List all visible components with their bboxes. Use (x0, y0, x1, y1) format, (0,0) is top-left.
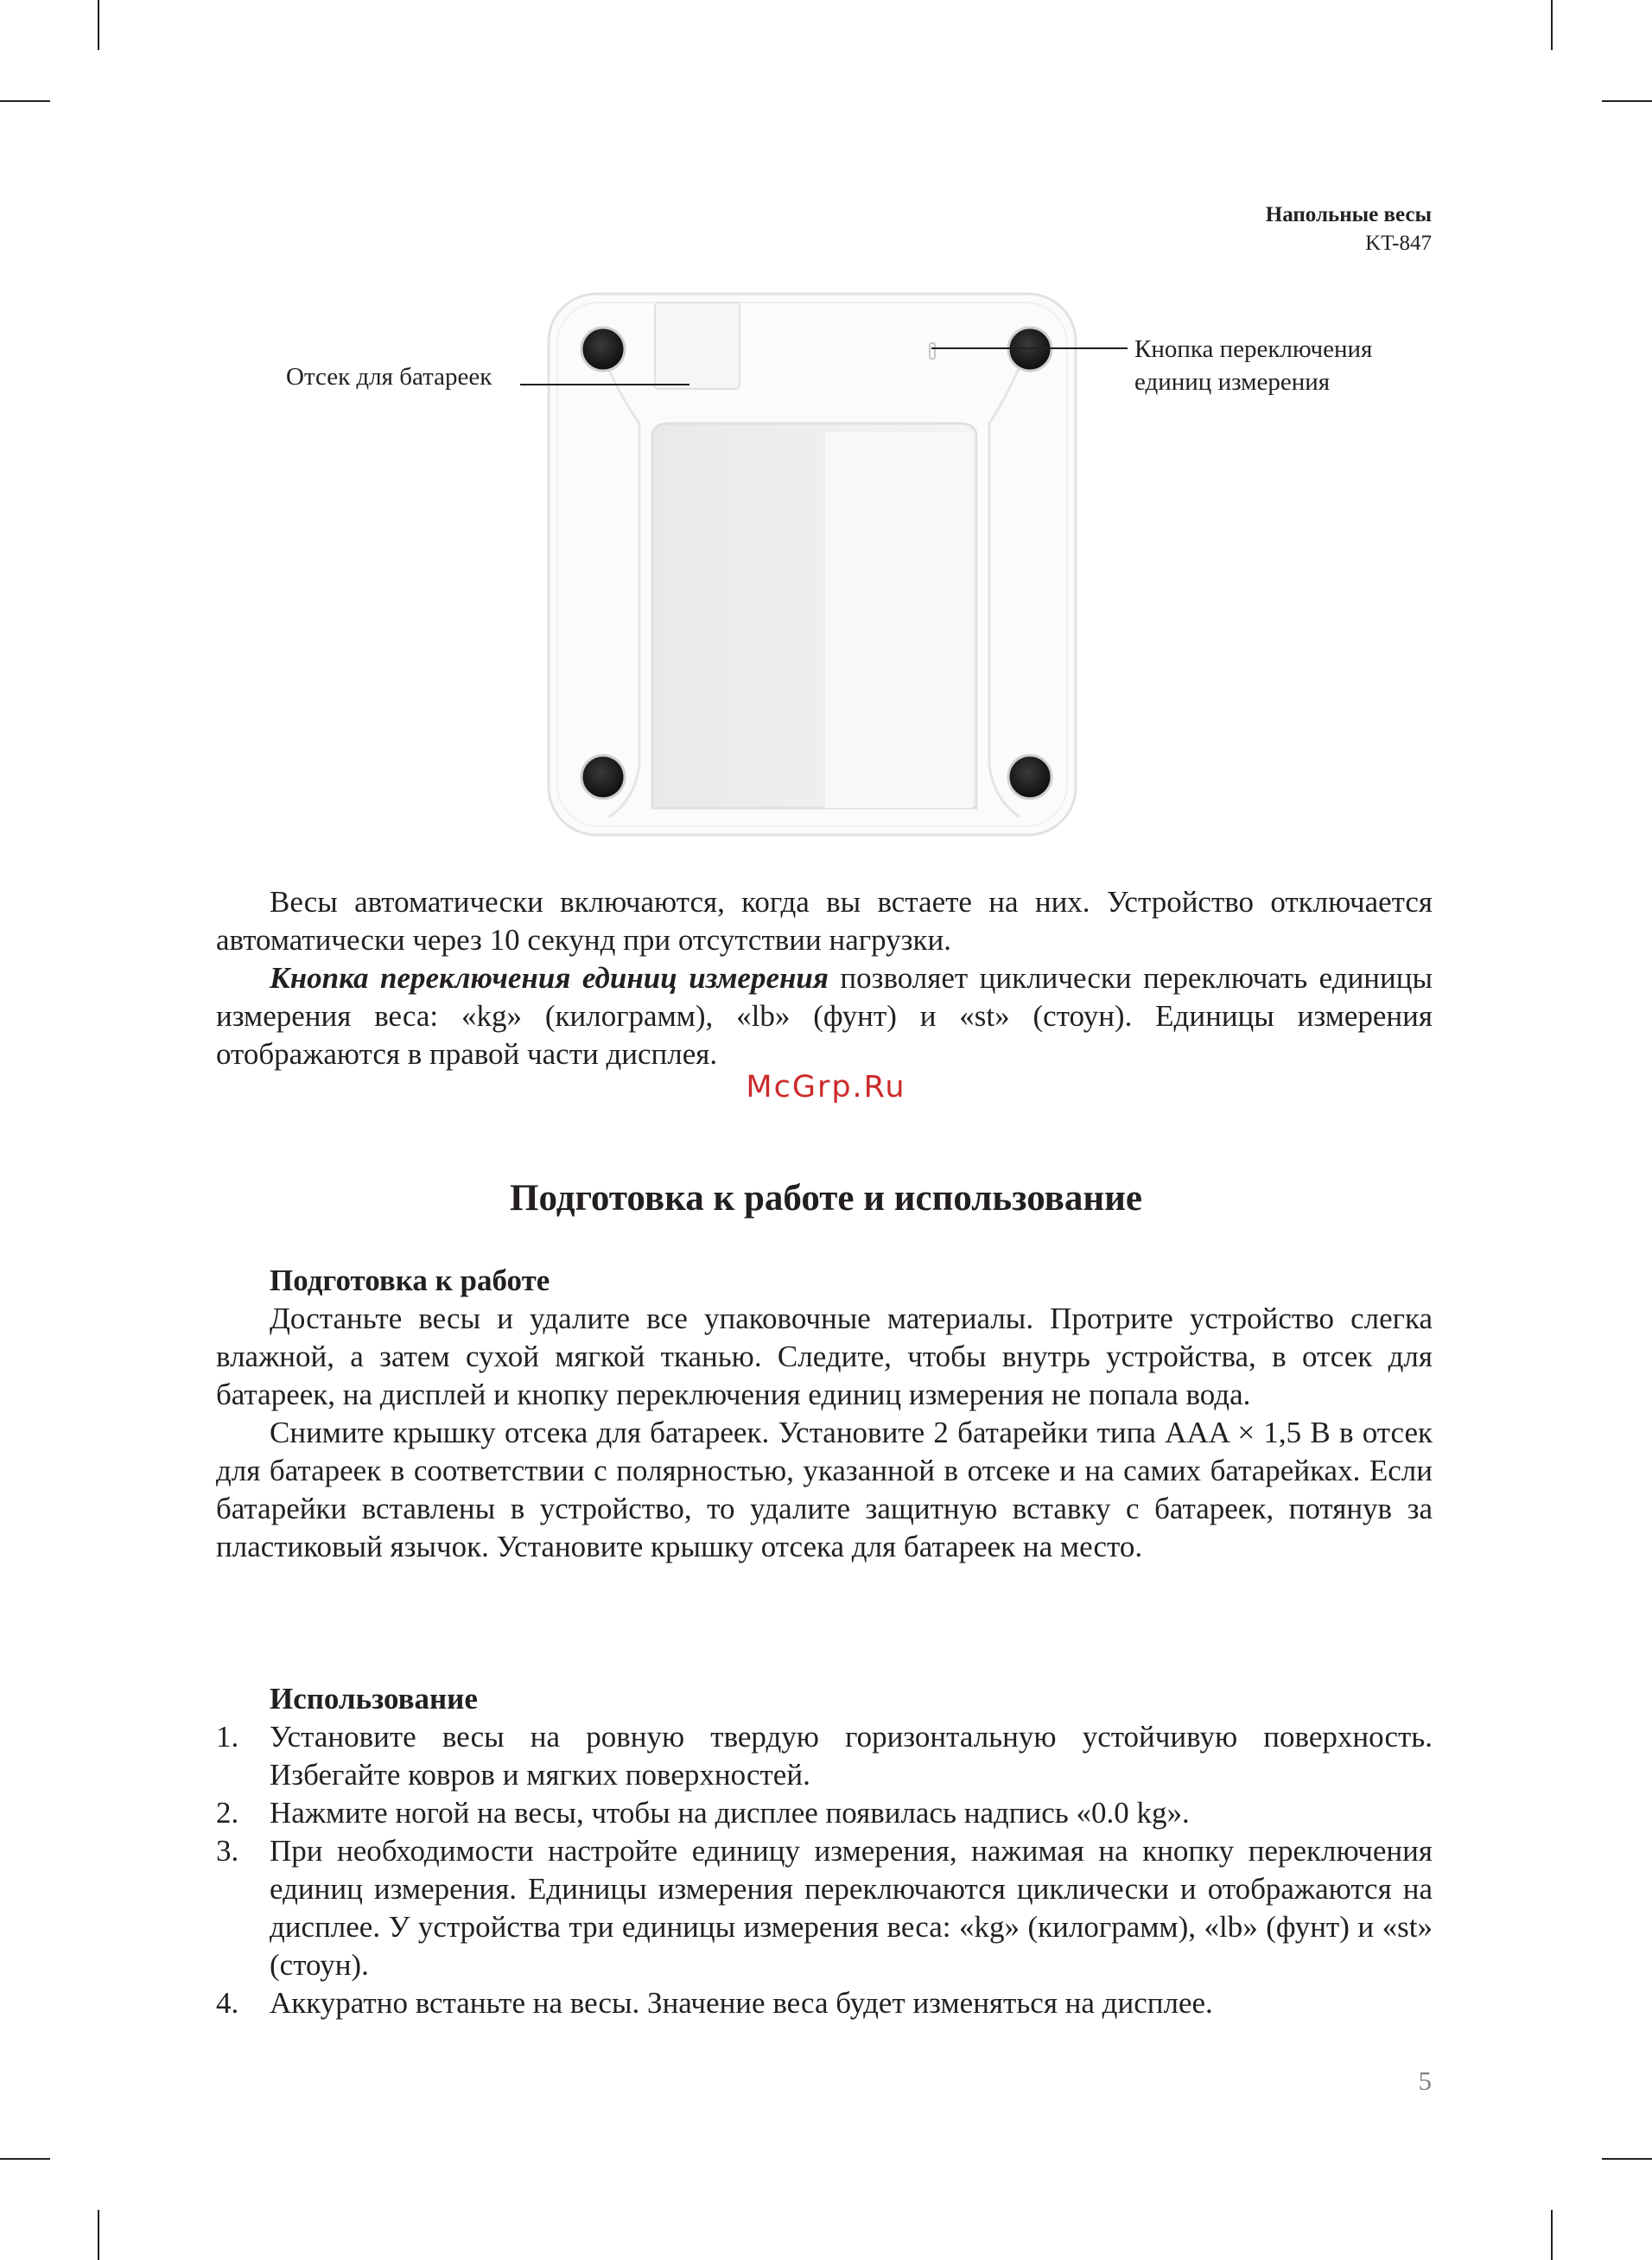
crop-mark (0, 100, 50, 102)
header-title: Напольные весы (1265, 203, 1432, 226)
callout-unit-button-line2: единиц измерения (1134, 368, 1331, 396)
step-text: Нажмите ногой на весы, чтобы на дисплее появилась надпись «0.0 kg». (270, 1796, 1190, 1830)
list-item (216, 1718, 1433, 1794)
intro-text (216, 883, 1433, 1073)
battery-compartment (655, 302, 740, 389)
prep-section (216, 1262, 1433, 1566)
intro-paragraph-1: Весы автоматически включаются, когда вы встаете на них. Устройство отключается автоматически через 10 секунд при отсутствии нагрузки. (216, 885, 1433, 957)
prep-paragraph-2: Снимите крышку отсека для батареек. Установите 2 батарейки типа AAA × 1,5 В в отсек для батареек в соответствии с полярностью, указанной в отсеке и на самих батарейках. Если батарейки вставлены в устройство, то удалите защитную вставку с батареек, потянув за пластиковый язычок. Установите крышку отсека для батареек на место. (216, 1416, 1433, 1563)
crop-mark (1551, 0, 1553, 50)
step-number: 2. (216, 1796, 239, 1830)
crop-mark (98, 2210, 99, 2260)
intro-paragraph-2 (216, 959, 1433, 1073)
usage-section (216, 1680, 1433, 2022)
foot-top-left (581, 328, 625, 371)
scale-figure (276, 281, 1426, 856)
crop-mark (1602, 2158, 1652, 2160)
foot-bottom-right (1008, 755, 1052, 799)
callout-unit-button (1134, 333, 1372, 398)
crop-mark (1551, 2210, 1553, 2260)
callout-battery: Отсек для батареек (286, 363, 492, 391)
step-number: 3. (216, 1834, 239, 1868)
prep-paragraph-1: Достаньте весы и удалите все упаковочные материалы. Протрите устройство слегка влажной, а затем сухой мягкой тканью. Следите, чтобы внутрь устройства, в отсек для батареек, на дисплей и кнопку переключения единиц измерения не попала вода. (216, 1302, 1433, 1411)
callout-unit-button-line1: Кнопка переключения (1134, 335, 1373, 363)
list-item (216, 1794, 1433, 1832)
page-number: 5 (1418, 2066, 1432, 2096)
section-title: Подготовка к работе и использование (510, 1178, 1142, 1219)
intro-paragraph-2-text: позволяет циклически переключать единицы измерения веса: «kg» (килограмм), «lb» (фунт) и «st» (стоун). Единицы измерения отображаются в правой части дисплея. (216, 961, 1433, 1071)
usage-heading: Использование (270, 1682, 478, 1716)
crop-mark (0, 2158, 50, 2160)
usage-steps (216, 1718, 1433, 2022)
header-model: KT-847 (1365, 232, 1432, 255)
step-text: Аккуратно встаньте на весы. Значение веса будет изменяться на дисплее. (270, 1986, 1213, 2020)
step-text: Установите весы на ровную твердую горизонтальную устойчивую поверхность. Избегайте ковров и мягких поверхностей. (270, 1720, 1433, 1792)
step-text: При необходимости настройте единицу измерения, нажимая на кнопку переключения единиц измерения. Единицы измерения переключаются циклически и отображаются на дисплее. У устройства три единицы измерения веса: «kg» (килограмм), «lb» (фунт) и «st» (стоун). (270, 1834, 1433, 1982)
unit-button-term: Кнопка переключения единиц измерения (270, 961, 829, 995)
step-number: 4. (216, 1986, 239, 2020)
foot-bottom-left (581, 755, 625, 799)
crop-mark (1602, 100, 1652, 102)
running-header (1266, 201, 1432, 258)
prep-heading: Подготовка к работе (270, 1264, 550, 1297)
watermark-logo: McGrp.Ru (746, 1070, 906, 1105)
list-item (216, 1984, 1433, 2022)
crop-mark (98, 0, 99, 50)
step-number: 1. (216, 1720, 239, 1754)
list-item (216, 1832, 1433, 1984)
